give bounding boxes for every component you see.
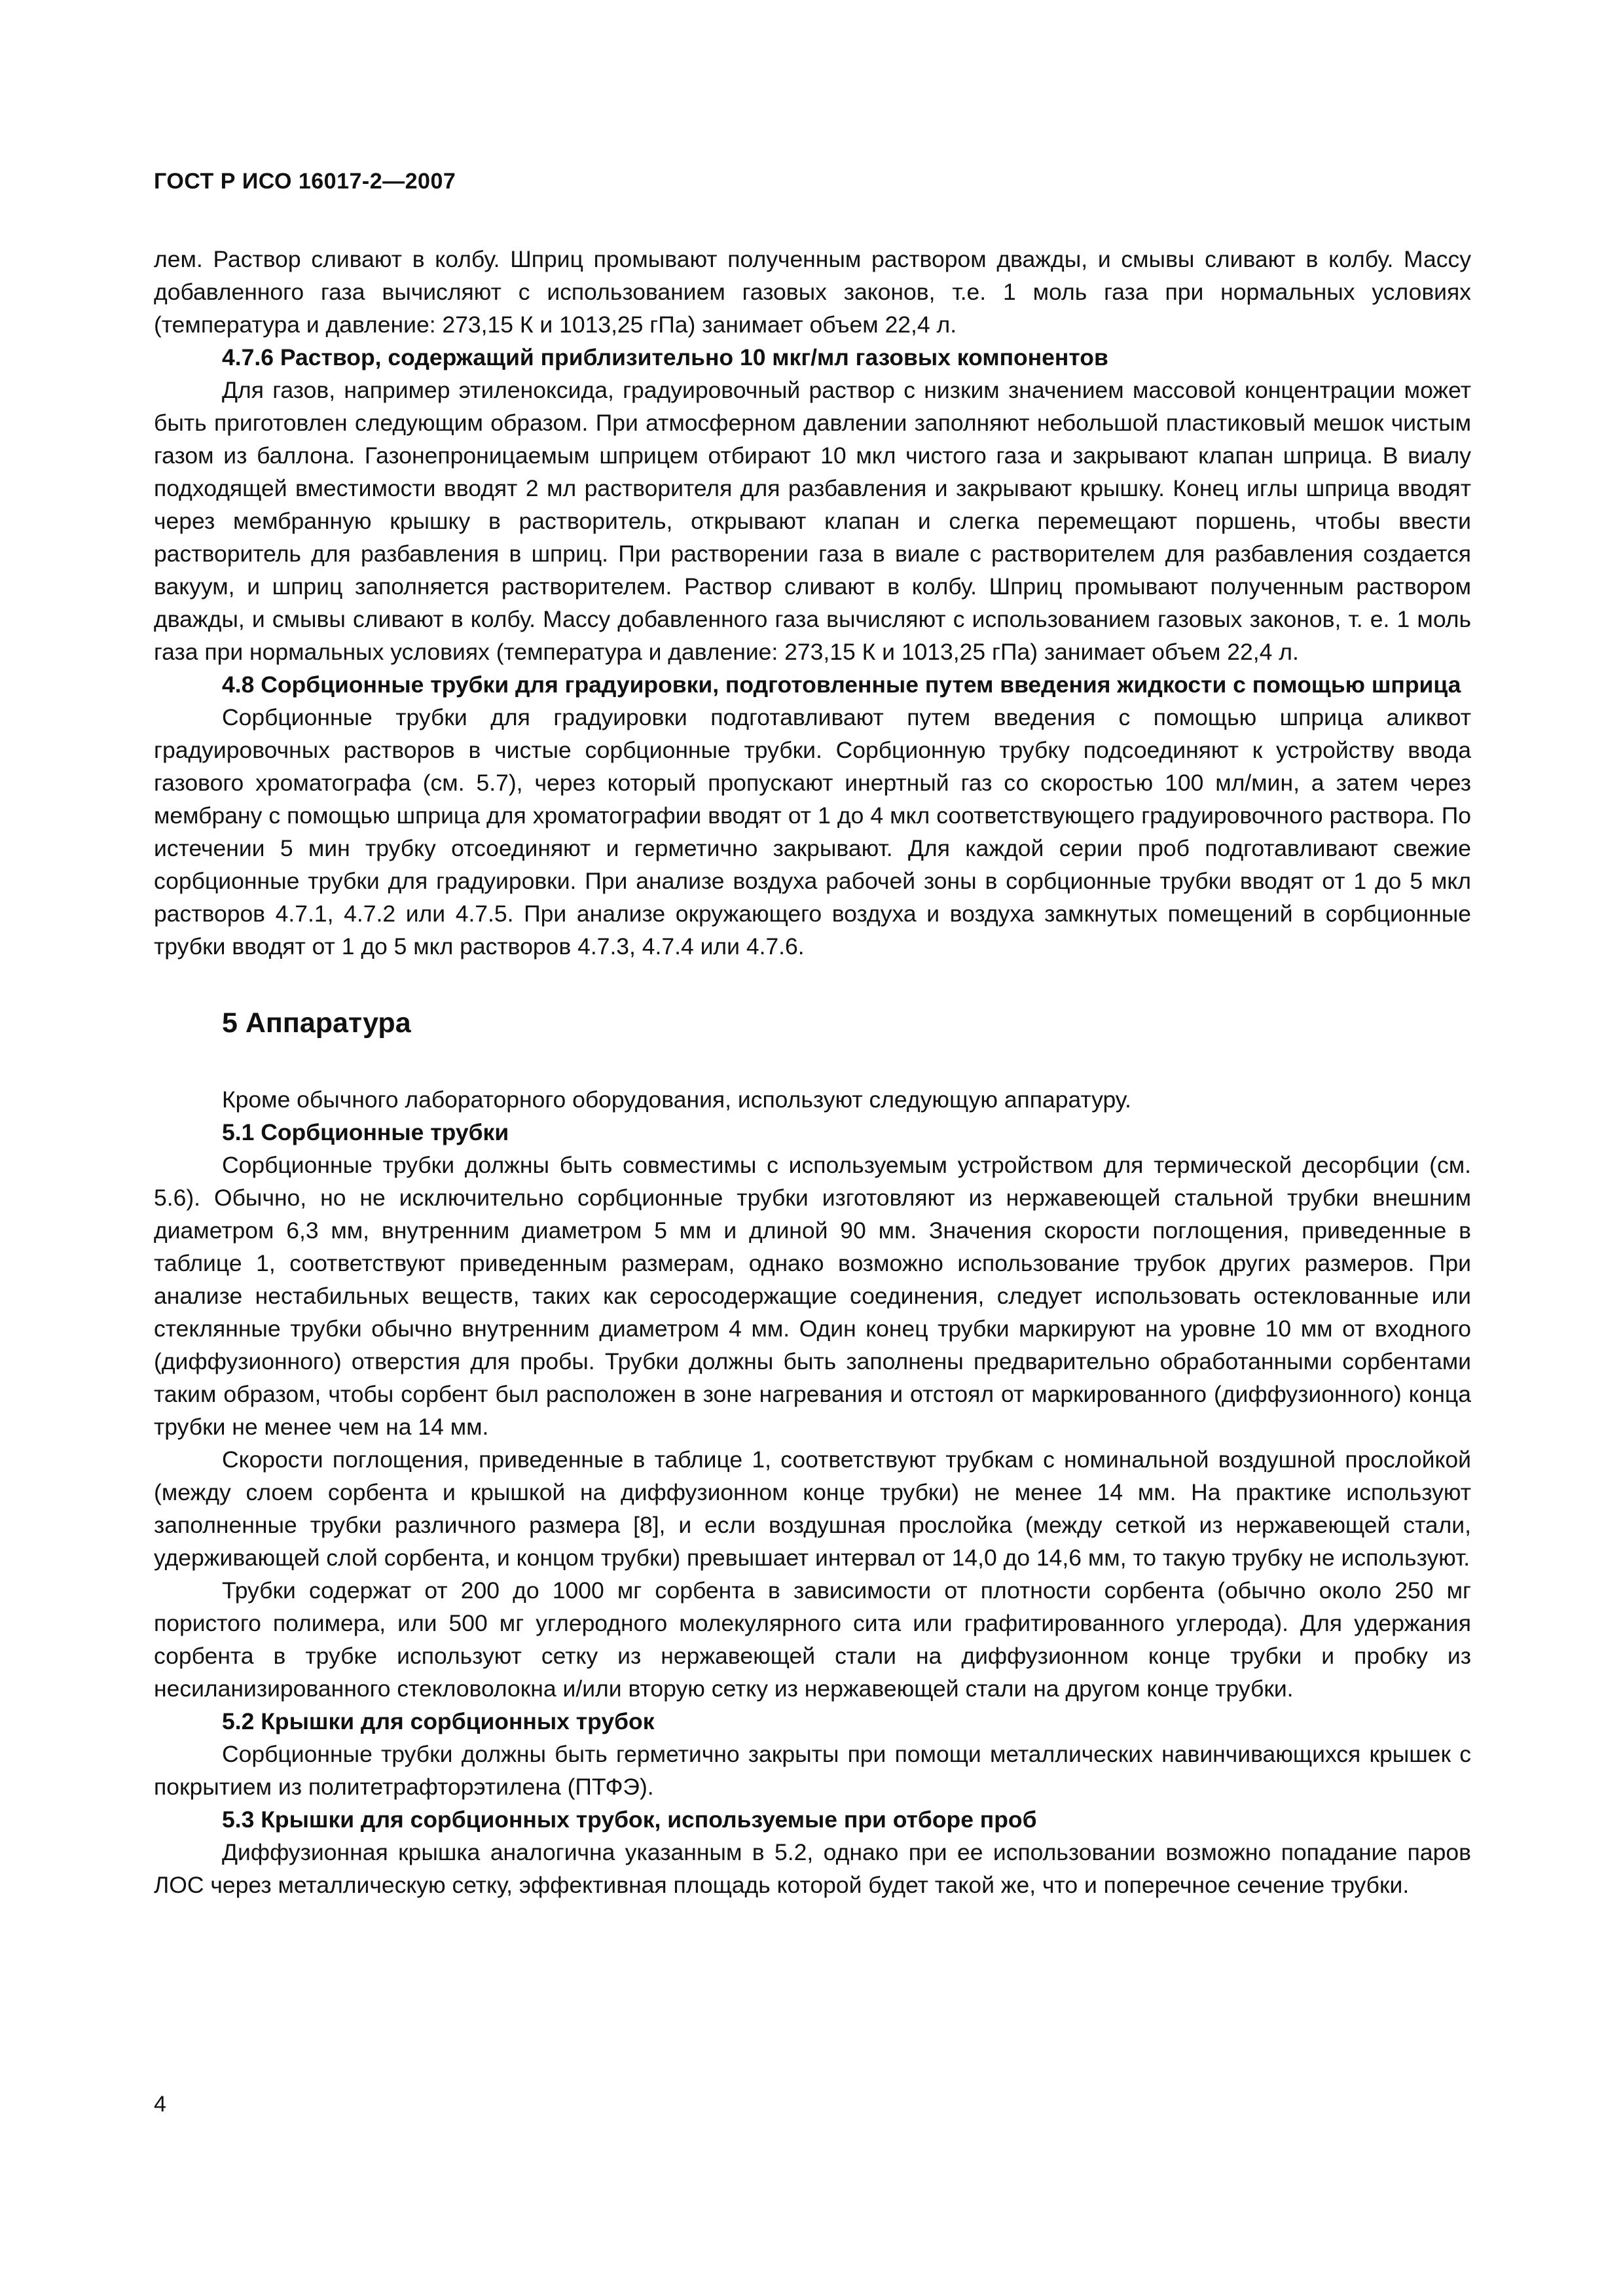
page-number: 4 bbox=[154, 2092, 166, 2117]
paragraph: Сорбционные трубки должны быть герметично закрыты при помощи металлических навинчивающихся крышек с покрытием из политетрафторэтилена (ПТФЭ). bbox=[154, 1741, 1471, 1800]
paragraph: Диффузионная крышка аналогична указанным в 5.2, однако при ее использовании возможно попадание паров ЛОС через металлическую сетку, эффективная площадь которой будет такой же, что и поперечное сечение трубки. bbox=[154, 1839, 1471, 1898]
subsection-heading: 5.1 Сорбционные трубки bbox=[222, 1119, 509, 1145]
subsection-heading: 4.7.6 Раствор, содержащий приблизительно 10 мкг/мл газовых компонентов bbox=[222, 344, 1108, 370]
section-heading: 5 Аппаратура bbox=[222, 1007, 411, 1039]
subsection-heading: 5.2 Крышки для сорбционных трубок bbox=[222, 1708, 655, 1734]
subsection-heading: 5.3 Крышки для сорбционных трубок, используемые при отборе проб bbox=[222, 1806, 1037, 1833]
paragraph: Сорбционные трубки для градуировки подготавливают путем введения с помощью шприца аликвот градуировочных растворов в чистые сорбционные трубки. Сорбционную трубку подсоединяют к устройству ввода газового хроматографа (см. 5.7), через который пропускают инертный газ со скоростью 100 мл/мин, а затем через мембрану с помощью шприца для хроматографии вводят от 1 до 4 мкл соответствующего градуировочного раствора. По истечении 5 мин трубку отсоединяют и герметично закрывают. Для каждой серии проб подготавливают свежие сорбционные трубки для градуировки. При анализе воздуха рабочей зоны в сорбционные трубки вводят от 1 до 5 мкл растворов 4.7.1, 4.7.2 или 4.7.5. При анализе окружающего воздуха и воздуха замкнутых помещений в сорбционные трубки вводят от 1 до 5 мкл растворов 4.7.3, 4.7.4 или 4.7.6. bbox=[154, 704, 1471, 960]
paragraph: лем. Раствор сливают в колбу. Шприц промывают полученным раствором дважды, и смывы сливают в колбу. Массу добавленного газа вычисляют с использованием газовых законов, т.е. 1 моль газа при нормальных условиях (температура и давление: 273,15 К и 1013,25 гПа) занимает объем 22,4 л. bbox=[154, 246, 1471, 338]
paragraph: Сорбционные трубки должны быть совместимы с используемым устройством для термической десорбции (см. 5.6). Обычно, но не исключительно сорбционные трубки изготовляют из нержавеющей стальной трубки внешним диаметром 6,3 мм, внутренним диаметром 5 мм и длиной 90 мм. Значения скорости поглощения, приведенные в таблице 1, соответствуют приведенным размерам, однако возможно использование трубок других размеров. При анализе нестабильных веществ, таких как серосодержащие соединения, следует использовать остеклованные или стеклянные трубки обычно внутренним диаметром 4 мм. Один конец трубки маркируют на уровне 10 мм от входного (диффузионного) отверстия для пробы. Трубки должны быть заполнены предварительно обработанными сорбентами таким образом, чтобы сорбент был расположен в зоне нагревания и отстоял от маркированного (диффузионного) конца трубки не менее чем на 14 мм. bbox=[154, 1152, 1471, 1440]
paragraph: Трубки содержат от 200 до 1000 мг сорбента в зависимости от плотности сорбента (обычно около 250 мг пористого полимера, или 500 мг углеродного молекулярного сита или графитированного углерода). Для удержания сорбента в трубке используют сетку из нержавеющей стали на диффузионном конце трубки и пробку из несиланизированного стекловолокна и/или вторую сетку из нержавеющей стали на другом конце трубки. bbox=[154, 1577, 1471, 1702]
subsection-heading: 4.8 Сорбционные трубки для градуировки, подготовленные путем введения жидкости с помощью шприца bbox=[222, 672, 1461, 698]
paragraph: Для газов, например этиленоксида, градуировочный раствор с низким значением массовой концентрации может быть приготовлен следующим образом. При атмосферном давлении заполняют небольшой пластиковый мешок чистым газом из баллона. Газонепроницаемым шприцем отбирают 10 мкл чистого газа и закрывают клапан шприца. В виалу подходящей вместимости вводят 2 мл растворителя для разбавления и закрывают крышку. Конец иглы шприца вводят через мембранную крышку в растворитель, открывают клапан и слегка перемещают поршень, чтобы ввести растворитель для разбавления в шприц. При растворении газа в виале с растворителем для разбавления создается вакуум, и шприц заполняется растворителем. Раствор сливают в колбу. Шприц промывают полученным раствором дважды, и смывы сливают в колбу. Массу добавленного газа вычисляют с использованием газовых законов, т. е. 1 моль газа при нормальных условиях (температура и давление: 273,15 К и 1013,25 гПа) занимает объем 22,4 л. bbox=[154, 377, 1471, 665]
document-header: ГОСТ Р ИСО 16017-2—2007 bbox=[154, 169, 456, 194]
paragraph: Скорости поглощения, приведенные в таблице 1, соответствуют трубкам с номинальной воздушной прослойкой (между слоем сорбента и крышкой на диффузионном конце трубки) не менее 14 мм. На практике используют заполненные трубки различного размера [8], и если воздушная прослойка (между сеткой из нержавеющей стали, удерживающей слой сорбента, и концом трубки) превышает интервал от 14,0 до 14,6 мм, то такую трубку не используют. bbox=[154, 1446, 1471, 1571]
paragraph: Кроме обычного лабораторного оборудования, используют следующую аппаратуру. bbox=[222, 1086, 1131, 1113]
document-body bbox=[154, 243, 1471, 1901]
